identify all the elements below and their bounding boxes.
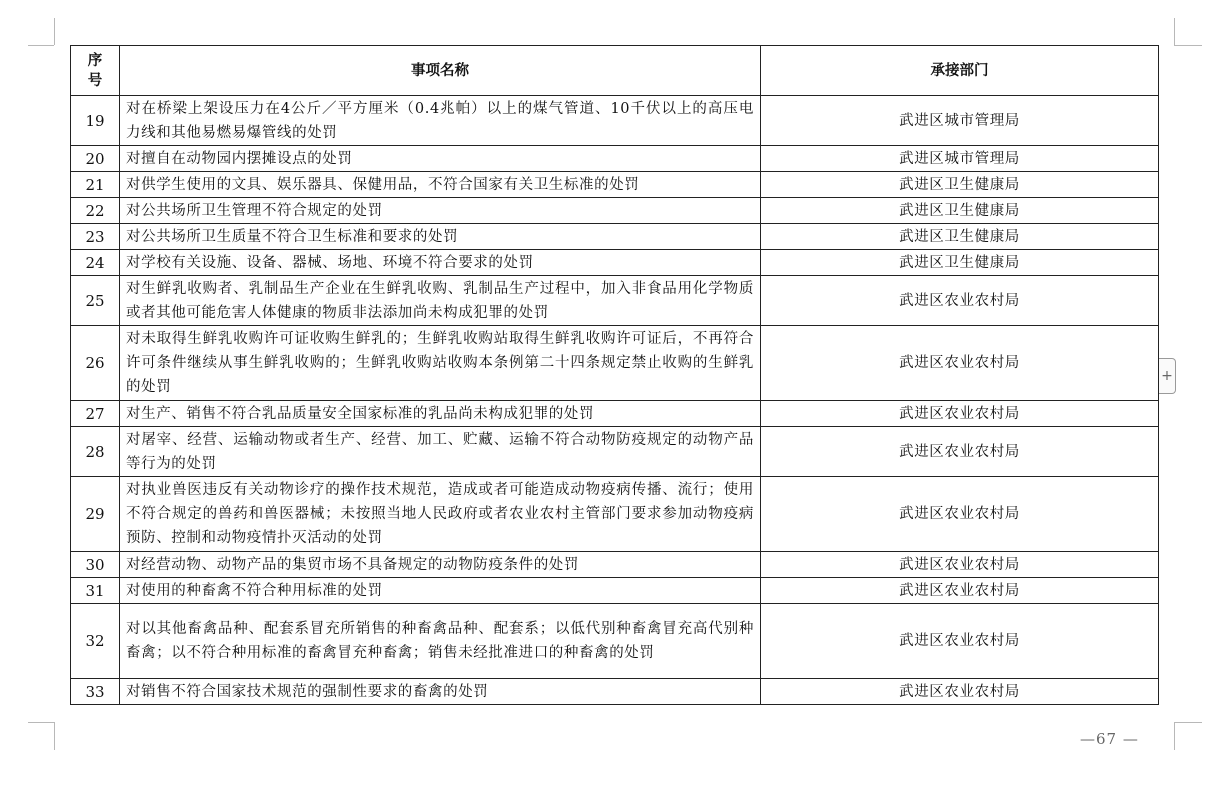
- row-name: 对销售不符合国家技术规范的强制性要求的畜禽的处罚: [120, 679, 761, 705]
- row-name: 对经营动物、动物产品的集贸市场不具备规定的动物防疫条件的处罚: [120, 552, 761, 578]
- table-row: [71, 146, 1159, 172]
- row-dept: 武进区农业农村局: [761, 477, 1159, 552]
- table-row: [71, 679, 1159, 705]
- row-name: 对执业兽医违反有关动物诊疗的操作技术规范，造成或者可能造成动物疫病传播、流行；使用不符合规定的兽药和兽医器械；未按照当地人民政府或者农业农村主管部门要求参加动物疫病预防、控制和动物疫情扑灭活动的处罚: [120, 477, 761, 552]
- plus-icon: +: [1161, 368, 1173, 384]
- row-dept: 武进区农业农村局: [761, 578, 1159, 604]
- document-table: [70, 45, 1159, 705]
- row-no: 20: [71, 146, 120, 172]
- row-name: 对供学生使用的文具、娱乐器具、保健用品，不符合国家有关卫生标准的处罚: [120, 172, 761, 198]
- row-name: 对未取得生鲜乳收购许可证收购生鲜乳的；生鲜乳收购站取得生鲜乳收购许可证后，不再符合许可条件继续从事生鲜乳收购的；生鲜乳收购站收购本条例第二十四条规定禁止收购的生鲜乳的处罚: [120, 326, 761, 401]
- row-no: 24: [71, 250, 120, 276]
- row-no: 28: [71, 427, 120, 477]
- table-header-row: [71, 46, 1159, 96]
- row-name: 对擅自在动物园内摆摊设点的处罚: [120, 146, 761, 172]
- row-dept: 武进区城市管理局: [761, 96, 1159, 146]
- table-row: [71, 427, 1159, 477]
- row-no: 19: [71, 96, 120, 146]
- table-row: [71, 276, 1159, 326]
- header-dept: 承接部门: [761, 46, 1159, 96]
- row-name: 对学校有关设施、设备、器械、场地、环境不符合要求的处罚: [120, 250, 761, 276]
- crop-mark: [1174, 45, 1202, 46]
- table-row: [71, 172, 1159, 198]
- row-dept: 武进区卫生健康局: [761, 198, 1159, 224]
- row-no: 26: [71, 326, 120, 401]
- row-dept: 武进区城市管理局: [761, 146, 1159, 172]
- header-no: [71, 46, 120, 96]
- row-dept: 武进区农业农村局: [761, 552, 1159, 578]
- crop-mark: [54, 18, 55, 45]
- row-name: 对公共场所卫生管理不符合规定的处罚: [120, 198, 761, 224]
- table-row: [71, 224, 1159, 250]
- row-name: 对生产、销售不符合乳品质量安全国家标准的乳品尚未构成犯罪的处罚: [120, 401, 761, 427]
- row-no: 32: [71, 604, 120, 679]
- row-name: 对在桥梁上架设压力在4公斤／平方厘米（0.4兆帕）以上的煤气管道、10千伏以上的高压电力线和其他易燃易爆管线的处罚: [120, 96, 761, 146]
- row-name: 对生鲜乳收购者、乳制品生产企业在生鲜乳收购、乳制品生产过程中，加入非食品用化学物质或者其他可能危害人体健康的物质非法添加尚未构成犯罪的处罚: [120, 276, 761, 326]
- row-name: 对公共场所卫生质量不符合卫生标准和要求的处罚: [120, 224, 761, 250]
- row-dept: 武进区卫生健康局: [761, 224, 1159, 250]
- row-no: 23: [71, 224, 120, 250]
- row-dept: 武进区卫生健康局: [761, 250, 1159, 276]
- row-no: 22: [71, 198, 120, 224]
- table-row: [71, 198, 1159, 224]
- crop-mark: [1174, 722, 1175, 750]
- row-name: 对屠宰、经营、运输动物或者生产、经营、加工、贮藏、运输不符合动物防疫规定的动物产品等行为的处罚: [120, 427, 761, 477]
- row-dept: 武进区农业农村局: [761, 427, 1159, 477]
- header-no-label: 序 号: [87, 52, 103, 89]
- header-name: 事项名称: [120, 46, 761, 96]
- crop-mark: [28, 722, 54, 723]
- table-row: [71, 578, 1159, 604]
- table-row: [71, 552, 1159, 578]
- row-no: 31: [71, 578, 120, 604]
- row-dept: 武进区农业农村局: [761, 401, 1159, 427]
- crop-mark: [1174, 18, 1175, 45]
- table-row: [71, 401, 1159, 427]
- row-no: 27: [71, 401, 120, 427]
- table-row: [71, 96, 1159, 146]
- row-no: 25: [71, 276, 120, 326]
- table-row: [71, 326, 1159, 401]
- row-dept: 武进区农业农村局: [761, 276, 1159, 326]
- row-no: 33: [71, 679, 120, 705]
- crop-mark: [28, 45, 54, 46]
- row-dept: 武进区农业农村局: [761, 326, 1159, 401]
- row-dept: 武进区农业农村局: [761, 679, 1159, 705]
- row-no: 21: [71, 172, 120, 198]
- crop-mark: [54, 722, 55, 750]
- row-dept: 武进区农业农村局: [761, 604, 1159, 679]
- row-no: 30: [71, 552, 120, 578]
- table-row: [71, 604, 1159, 679]
- row-name: 对使用的种畜禽不符合种用标准的处罚: [120, 578, 761, 604]
- crop-mark: [1174, 722, 1202, 723]
- table-row: [71, 250, 1159, 276]
- page-number: —67 —: [1080, 730, 1139, 748]
- table-row: [71, 477, 1159, 552]
- row-dept: 武进区卫生健康局: [761, 172, 1159, 198]
- expand-side-button[interactable]: [1159, 358, 1176, 394]
- row-name: 对以其他畜禽品种、配套系冒充所销售的种畜禽品种、配套系；以低代别种畜禽冒充高代别种畜禽；以不符合种用标准的畜禽冒充种畜禽；销售未经批准进口的种畜禽的处罚: [120, 604, 761, 679]
- row-no: 29: [71, 477, 120, 552]
